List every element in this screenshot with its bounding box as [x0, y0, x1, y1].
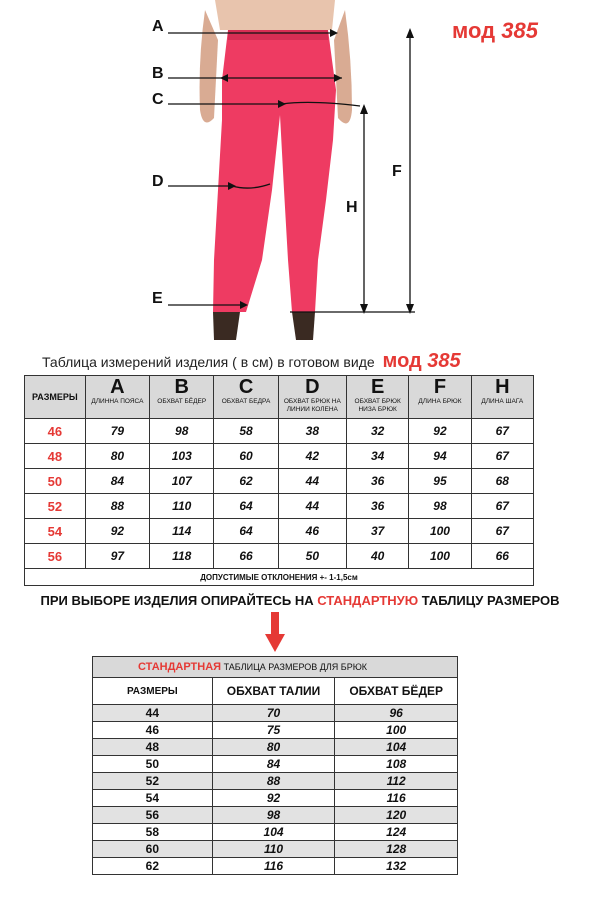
- size-cell: 56: [93, 807, 213, 824]
- value-cell: 32: [346, 419, 408, 444]
- table-row: [25, 544, 534, 569]
- value-cell: 94: [409, 444, 471, 469]
- label-f: F: [392, 163, 402, 180]
- value-cell: 66: [471, 544, 533, 569]
- table-row: [25, 519, 534, 544]
- hips-cell: 96: [335, 705, 458, 722]
- waist-cell: 110: [212, 841, 335, 858]
- header-sizes: РАЗМЕРЫ: [25, 376, 86, 419]
- value-cell: 64: [214, 519, 278, 544]
- value-cell: 100: [409, 544, 471, 569]
- waistband: [228, 30, 328, 40]
- size-cell: 52: [25, 494, 86, 519]
- value-cell: 44: [278, 469, 346, 494]
- label-e: E: [152, 290, 163, 307]
- label-d: D: [152, 173, 164, 190]
- value-cell: 46: [278, 519, 346, 544]
- hips-cell: 132: [335, 858, 458, 875]
- size-cell: 58: [93, 824, 213, 841]
- size-cell: 50: [93, 756, 213, 773]
- value-cell: 97: [85, 544, 149, 569]
- table-row: [93, 722, 458, 739]
- table-row: [25, 494, 534, 519]
- value-cell: 60: [214, 444, 278, 469]
- model-torso: [215, 0, 335, 30]
- value-cell: 95: [409, 469, 471, 494]
- measure-table: [24, 375, 534, 586]
- value-cell: 68: [471, 469, 533, 494]
- measure-table-title: Таблица измерений изделия ( в см) в готовом виде мод 385: [42, 350, 461, 372]
- value-cell: 67: [471, 444, 533, 469]
- table-row: [25, 469, 534, 494]
- label-h: H: [346, 199, 358, 216]
- size-cell: 44: [93, 705, 213, 722]
- right-hand: [334, 10, 352, 123]
- value-cell: 44: [278, 494, 346, 519]
- value-cell: 36: [346, 494, 408, 519]
- header-c: C ОБХВАТ БЕДРА: [214, 376, 278, 419]
- right-shoe: [292, 312, 315, 340]
- table-row: [93, 756, 458, 773]
- product-photo: [0, 0, 600, 345]
- left-hand: [200, 10, 218, 123]
- hips-cell: 104: [335, 739, 458, 756]
- value-cell: 118: [150, 544, 214, 569]
- table-row: [93, 790, 458, 807]
- header-f: F ДЛИНА БРЮК: [409, 376, 471, 419]
- table-row: [93, 807, 458, 824]
- value-cell: 103: [150, 444, 214, 469]
- value-cell: 79: [85, 419, 149, 444]
- value-cell: 92: [85, 519, 149, 544]
- value-cell: 58: [214, 419, 278, 444]
- value-cell: 38: [278, 419, 346, 444]
- value-cell: 66: [214, 544, 278, 569]
- size-instruction: ПРИ ВЫБОРЕ ИЗДЕЛИЯ ОПИРАЙТЕСЬ НА СТАНДАРТНУЮ ТАБЛИЦУ РАЗМЕРОВ: [40, 593, 560, 608]
- hips-cell: 120: [335, 807, 458, 824]
- hips-cell: 100: [335, 722, 458, 739]
- table-row: [25, 444, 534, 469]
- hips-cell: 124: [335, 824, 458, 841]
- value-cell: 40: [346, 544, 408, 569]
- header-sizes: РАЗМЕРЫ: [93, 678, 213, 705]
- value-cell: 42: [278, 444, 346, 469]
- table-row: [93, 773, 458, 790]
- header-h: H ДЛИНА ШАГА: [471, 376, 533, 419]
- size-cell: 54: [25, 519, 86, 544]
- label-a: A: [152, 18, 164, 35]
- table-row: [93, 858, 458, 875]
- value-cell: 67: [471, 519, 533, 544]
- value-cell: 80: [85, 444, 149, 469]
- hips-cell: 112: [335, 773, 458, 790]
- left-shoe: [213, 312, 240, 340]
- value-cell: 110: [150, 494, 214, 519]
- table-row: [93, 705, 458, 722]
- value-cell: 62: [214, 469, 278, 494]
- tolerance-row: [25, 569, 534, 586]
- waist-cell: 92: [212, 790, 335, 807]
- waist-cell: 98: [212, 807, 335, 824]
- waist-cell: 80: [212, 739, 335, 756]
- size-cell: 56: [25, 544, 86, 569]
- tolerance-note: ДОПУСТИМЫЕ ОТКЛОНЕНИЯ +- 1-1,5см: [25, 569, 534, 586]
- value-cell: 37: [346, 519, 408, 544]
- size-cell: 48: [93, 739, 213, 756]
- value-cell: 92: [409, 419, 471, 444]
- value-cell: 67: [471, 494, 533, 519]
- value-cell: 36: [346, 469, 408, 494]
- hips-cell: 116: [335, 790, 458, 807]
- size-cell: 46: [93, 722, 213, 739]
- waist-cell: 104: [212, 824, 335, 841]
- header-waist: ОБХВАТ ТАЛИИ: [212, 678, 335, 705]
- header-a: A ДЛИННА ПОЯСА: [85, 376, 149, 419]
- waist-cell: 75: [212, 722, 335, 739]
- header-b: B ОБХВАТ БЁДЕР: [150, 376, 214, 419]
- hips-cell: 128: [335, 841, 458, 858]
- table-row: [93, 739, 458, 756]
- size-cell: 52: [93, 773, 213, 790]
- header-hips: ОБХВАТ БЁДЕР: [335, 678, 458, 705]
- table-row: [25, 419, 534, 444]
- table-row: [93, 841, 458, 858]
- waist-cell: 84: [212, 756, 335, 773]
- standard-table-caption: СТАНДАРТНАЯ ТАБЛИЦА РАЗМЕРОВ ДЛЯ БРЮК: [93, 657, 458, 678]
- size-cell: 46: [25, 419, 86, 444]
- table-row: [93, 824, 458, 841]
- value-cell: 98: [409, 494, 471, 519]
- value-cell: 100: [409, 519, 471, 544]
- model-number: мод 385: [452, 18, 538, 43]
- size-cell: 60: [93, 841, 213, 858]
- value-cell: 64: [214, 494, 278, 519]
- value-cell: 34: [346, 444, 408, 469]
- hips-cell: 108: [335, 756, 458, 773]
- header-e: E ОБХВАТ БРЮК НИЗА БРЮК: [346, 376, 408, 419]
- waist-cell: 88: [212, 773, 335, 790]
- value-cell: 67: [471, 419, 533, 444]
- value-cell: 84: [85, 469, 149, 494]
- waist-cell: 116: [212, 858, 335, 875]
- arrow-down-icon: [265, 612, 285, 652]
- size-cell: 50: [25, 469, 86, 494]
- value-cell: 107: [150, 469, 214, 494]
- label-c: C: [152, 91, 164, 108]
- size-cell: 48: [25, 444, 86, 469]
- size-cell: 62: [93, 858, 213, 875]
- standard-size-table: [92, 656, 458, 875]
- value-cell: 98: [150, 419, 214, 444]
- value-cell: 50: [278, 544, 346, 569]
- pants: [213, 30, 336, 312]
- size-cell: 54: [93, 790, 213, 807]
- value-cell: 88: [85, 494, 149, 519]
- label-b: B: [152, 65, 164, 82]
- value-cell: 114: [150, 519, 214, 544]
- waist-cell: 70: [212, 705, 335, 722]
- header-d: D ОБХВАТ БРЮК НА ЛИНИИ КОЛЕНА: [278, 376, 346, 419]
